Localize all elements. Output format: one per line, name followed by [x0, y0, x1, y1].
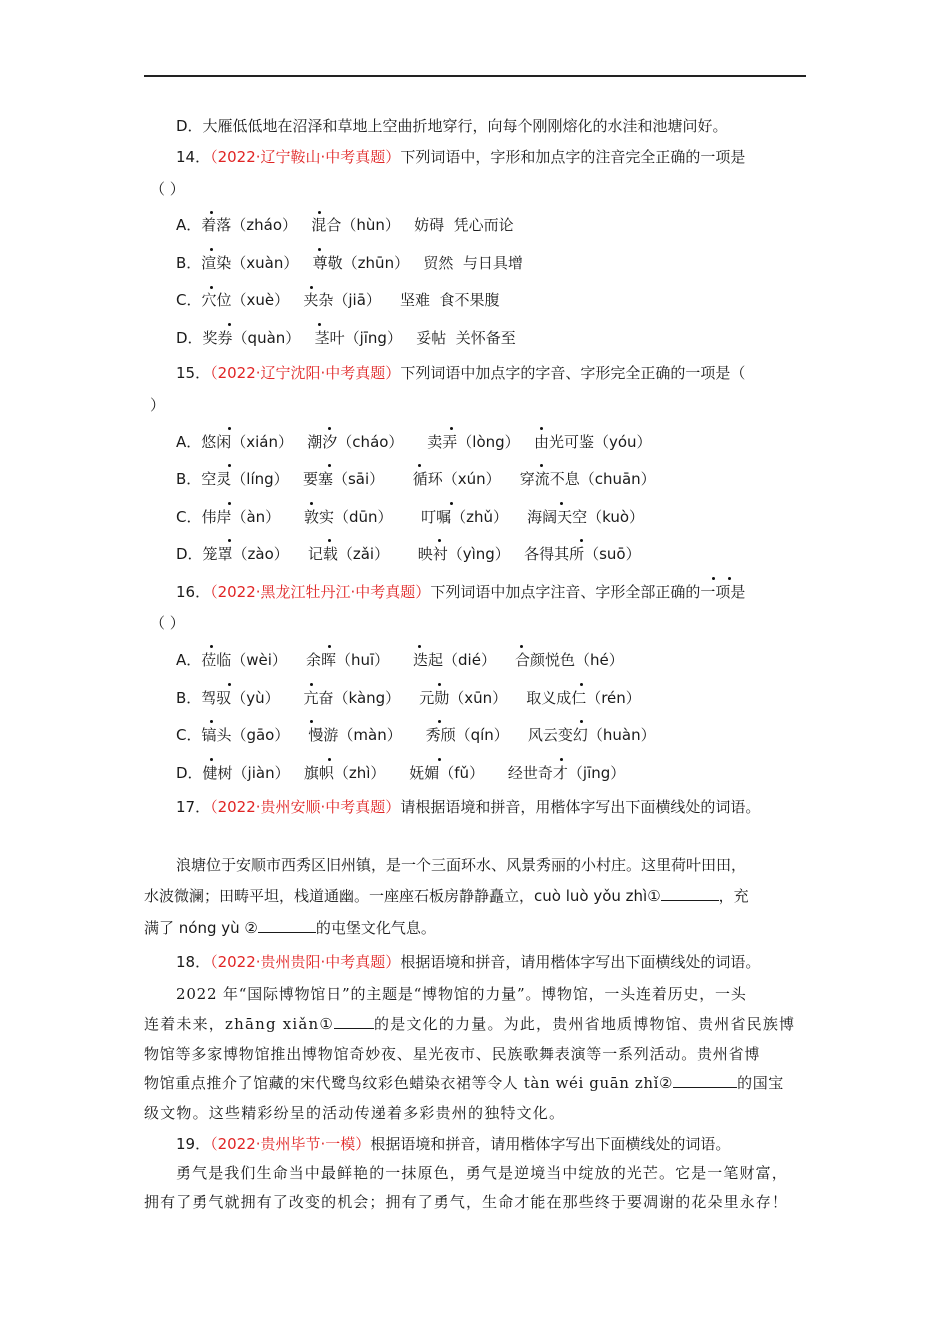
- q15-number: 15．: [176, 364, 211, 382]
- q14-text: 下列词语中，字形和加点字的注音完全正确的一项是: [400, 148, 746, 166]
- emphasis-dot: [228, 683, 231, 686]
- q17-number: 17．: [176, 798, 211, 816]
- emphasis-dot: [438, 683, 441, 686]
- emphasis-dot: [580, 683, 583, 686]
- q14-stem: [176, 147, 745, 167]
- q19-stem: [176, 1134, 730, 1154]
- q16-source: （2022·黑龙江牡丹江·中考真题）: [210, 583, 431, 601]
- emphasis-dot: [228, 323, 231, 326]
- q15-paren: ）: [150, 396, 166, 414]
- emphasis-dot: [328, 758, 331, 761]
- emphasis-dot: [438, 539, 441, 542]
- q18-blank-2[interactable]: [673, 1073, 737, 1088]
- q14-option-d: D．奖券（quàn） 茎叶（jīng） 妥帖 关怀备至: [176, 329, 516, 347]
- emphasis-dot: [328, 427, 331, 430]
- q17-text: 请根据语境和拼音，用楷体字写出下面横线处的词语。: [400, 798, 761, 816]
- q16-option-c: C．镐头（gāo） 慢游（màn） 秀颀（qín） 风云变幻（huàn）: [176, 726, 656, 744]
- q17-stem: [176, 797, 760, 817]
- emphasis-dot: [210, 248, 213, 251]
- emphasis-dot: [418, 464, 421, 467]
- emphasis-dot: [450, 427, 453, 430]
- emphasis-dot: [210, 758, 213, 761]
- emphasis-dot: [540, 427, 543, 430]
- emphasis-dot: [210, 645, 213, 648]
- q14-option-c: C．穴位（xuè） 夹杂（jiā） 坚难 食不果腹: [176, 291, 500, 309]
- q14-option-b: B．渲染（xuàn） 尊敬（zhūn） 贸然 与日具增: [176, 254, 523, 272]
- q18-passage-line-1: 2022 年“国际博物馆日”的主题是“博物馆的力量”。博物馆，一头连着历史，一头: [176, 985, 747, 1003]
- q16-paren: （ ）: [150, 614, 185, 632]
- q15-option-a: A．悠闲（xián） 潮汐（cháo） 卖弄（lòng） 由光可鉴（yóu）: [176, 433, 652, 451]
- q18-number: 18．: [176, 953, 211, 971]
- emphasis-dot: [318, 248, 321, 251]
- q15-option-d: D．笼罩（zào） 记载（zǎi） 映衬（yìng） 各得其所（suō）: [176, 545, 641, 563]
- emphasis-dot: [328, 464, 331, 467]
- q17-line-3-tail: 的屯堡文化气息。: [315, 919, 436, 937]
- q17-source: （2022·贵州安顺·中考真题）: [210, 798, 401, 816]
- emphasis-dot: [318, 211, 321, 214]
- emphasis-dot: [310, 683, 313, 686]
- emphasis-dot: [540, 464, 543, 467]
- q18-line-4-text: 物馆重点推介了馆藏的宋代鹭鸟纹彩色蜡染衣裙等令人 tàn wéi guān zhǐ②: [144, 1074, 674, 1092]
- emphasis-dot: [228, 502, 231, 505]
- emphasis-dot: [318, 323, 321, 326]
- q17-line-2-text: 水波微澜；田畴平坦，栈道通幽。一座座石板房静静矗立，cuò luò yǒu zhì①: [144, 887, 661, 905]
- emphasis-dot: [210, 286, 213, 289]
- q13-option-d: D．大雁低低地在沼泽和草地上空曲折地穿行，向每个刚刚熔化的水洼和池塘问好。: [176, 117, 728, 135]
- emphasis-dot: [228, 427, 231, 430]
- q18-line-2-tail: 的是文化的力量。为此，贵州省地质博物馆、贵州省民族博: [374, 1015, 796, 1033]
- q16-text: 下列词语中加点字注音、字形全部正确的一项是: [430, 583, 746, 601]
- q18-blank-1[interactable]: [334, 1014, 374, 1029]
- emphasis-dot: [310, 502, 313, 505]
- emphasis-dot: [450, 502, 453, 505]
- q16-stem: [176, 582, 745, 602]
- emphasis-dot: [560, 758, 563, 761]
- q17-passage-line-3: [144, 918, 436, 938]
- q15-source: （2022·辽宁沈阳·中考真题）: [210, 364, 401, 382]
- q15-option-b: B．空灵（líng） 要塞（sāi） 循环（xún） 穿流不息（chuān）: [176, 470, 656, 488]
- q16-option-d: D．健树（jiàn） 旗帜（zhì） 妩媚（fǔ） 经世奇才（jīng）: [176, 764, 626, 782]
- emphasis-dot: [310, 286, 313, 289]
- emphasis-dot: [328, 539, 331, 542]
- emphasis-dot: [438, 720, 441, 723]
- q14-source: （2022·辽宁鞍山·中考真题）: [210, 148, 401, 166]
- q19-passage-line-2: 拥有了勇气就拥有了改变的机会；拥有了勇气，生命才能在那些终于要凋谢的花朵里永存！: [144, 1193, 789, 1211]
- q17-passage-line-1: 浪塘位于安顺市西秀区旧州镇，是一个三面环水、风景秀丽的小村庄。这里荷叶田田，: [176, 856, 747, 874]
- emphasis-dot: [438, 758, 441, 761]
- q17-blank-1[interactable]: [661, 886, 719, 901]
- q18-text: 根据语境和拼音，请用楷体字写出下面横线处的词语。: [400, 953, 761, 971]
- emphasis-dot: [580, 720, 583, 723]
- emphasis-dot: [418, 645, 421, 648]
- q18-stem: [176, 952, 760, 972]
- q18-passage-line-5: 级文物。这些精彩纷呈的活动传递着多彩贵州的独特文化。: [144, 1104, 566, 1122]
- q18-line-4-tail: 的国宝: [737, 1074, 784, 1092]
- emphasis-dot: [560, 502, 563, 505]
- q15-text: 下列词语中加点字的字音、字形完全正确的一项是（: [400, 364, 746, 382]
- emphasis-dot: [520, 645, 523, 648]
- emphasis-dot: [580, 539, 583, 542]
- emphasis-dot: [210, 720, 213, 723]
- q17-line-3-text: 满了 nóng yù ②: [144, 919, 258, 937]
- q14-number: 14．: [176, 148, 211, 166]
- q18-source: （2022·贵州贵阳·中考真题）: [210, 953, 401, 971]
- emphasis-dot: [712, 577, 715, 580]
- q15-option-c: C．伟岸（àn） 敦实（dūn） 叮嘱（zhǔ） 海阔天空（kuò）: [176, 508, 645, 526]
- emphasis-dot: [728, 577, 731, 580]
- q14-paren: （ ）: [150, 180, 185, 198]
- header-rule: [144, 75, 806, 77]
- q18-passage-line-3: 物馆等多家博物馆推出博物馆奇妙夜、星光夜市、民族歌舞表演等一系列活动。贵州省博: [144, 1045, 761, 1063]
- q16-number: 16．: [176, 583, 211, 601]
- q19-number: 19．: [176, 1135, 211, 1153]
- q18-passage-line-2: [144, 1014, 795, 1034]
- emphasis-dot: [228, 464, 231, 467]
- q18-line-2-text: 连着未来，zhāng xiǎn①: [144, 1015, 335, 1033]
- q15-stem: [176, 363, 745, 383]
- q14-option-a: A．着落（zháo） 混合（hùn） 妨碍 凭心而论: [176, 216, 514, 234]
- emphasis-dot: [228, 539, 231, 542]
- emphasis-dot: [210, 211, 213, 214]
- q17-blank-2[interactable]: [258, 918, 316, 933]
- q19-source: （2022·贵州毕节·一模）: [210, 1135, 371, 1153]
- q16-option-a: A．莅临（wèi） 余晖（huī） 迭起（dié） 合颜悦色（hé）: [176, 651, 624, 669]
- q19-text: 根据语境和拼音，请用楷体字写出下面横线处的词语。: [370, 1135, 731, 1153]
- q18-passage-line-4: [144, 1073, 784, 1093]
- emphasis-dot: [328, 645, 331, 648]
- q17-line-2-tail: ，充: [718, 887, 749, 905]
- emphasis-dot: [310, 720, 313, 723]
- q16-option-b: B．驾驭（yù） 亢奋（kàng） 元勋（xūn） 取义成仁（rén）: [176, 689, 641, 707]
- q17-passage-line-2: [144, 886, 749, 906]
- q19-passage-line-1: 勇气是我们生命当中最鲜艳的一抹原色，勇气是逆境当中绽放的光芒。它是一笔财富，: [176, 1164, 788, 1182]
